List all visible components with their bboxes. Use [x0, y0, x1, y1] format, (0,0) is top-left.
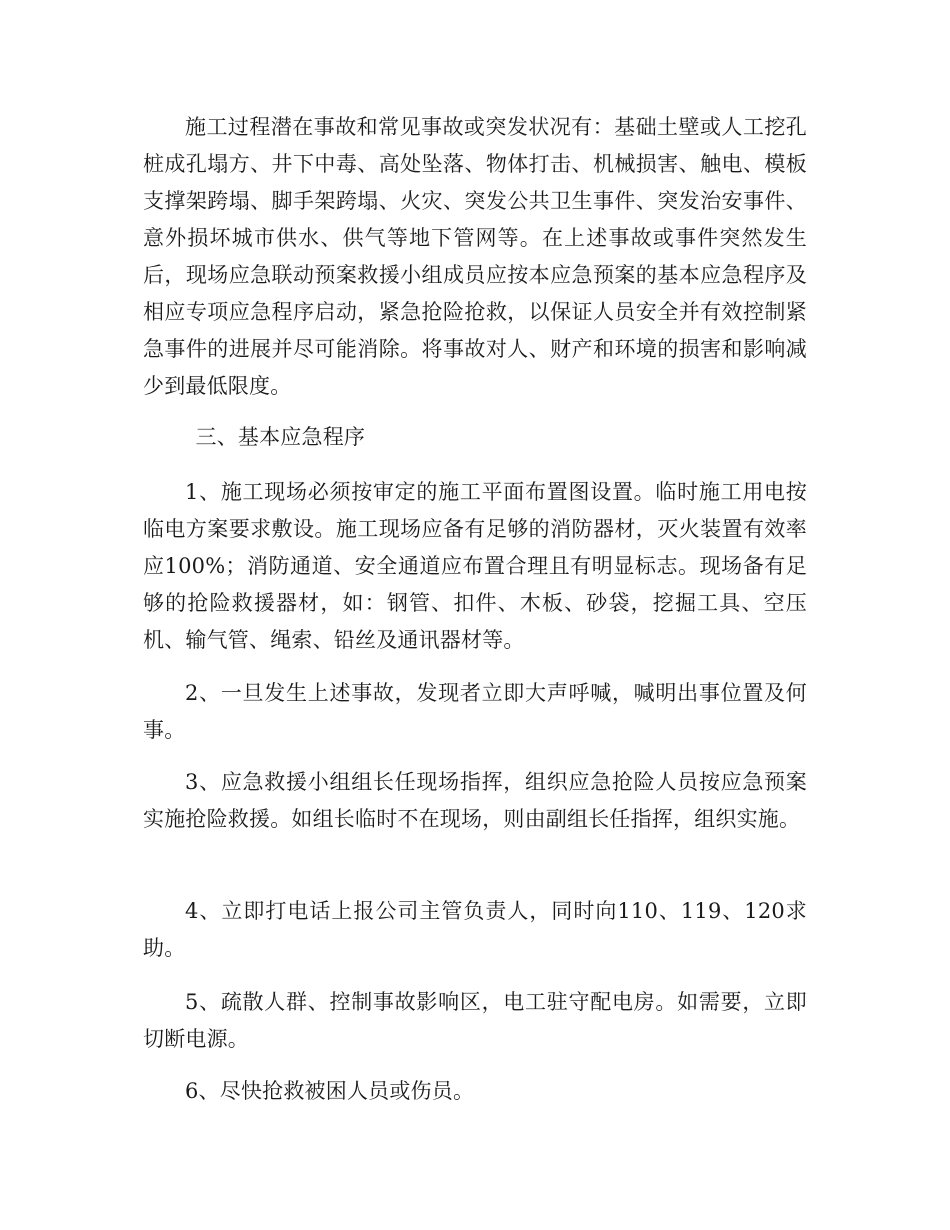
procedure-item-4: 4、立即打电话上报公司主管负责人，同时向110、119、120求助。 — [143, 899, 807, 960]
procedure-item-3: 3、应急救援小组组长任现场指挥，组织应急抢险人员按应急预案实施抢险救援。如组长临时不在现场，则由副组长任指挥，组织实施。 — [143, 770, 807, 831]
section-heading: 三、基本应急程序 — [195, 425, 366, 449]
procedure-item-6: 6、尽快抢救被困人员或伤员。 — [185, 1079, 475, 1103]
procedure-item-1: 1、施工现场必须按审定的施工平面布置图设置。临时施工用电按临电方案要求敷设。施工现场应备有足够的消防器材，灭火装置有效率应100%；消防通道、安全通道应布置合理且有明显标志。现场备有足够的抢险救援器材，如：钢管、扣件、木板、砂袋，挖掘工具、空压机、输气管、绳索、铅丝及通讯器材等。 — [143, 480, 807, 652]
procedure-item-2: 2、一旦发生上述事故，发现者立即大声呼喊，喊明出事位置及何事。 — [143, 681, 807, 742]
intro-paragraph: 施工过程潜在事故和常见事故或突发状况有：基础土壁或人工挖孔桩成孔塌方、井下中毒、高处坠落、物体打击、机械损害、触电、模板支撑架跨塌、脚手架跨塌、火灾、突发公共卫生事件、突发治安事件、意外损坏城市供水、供气等地下管网等。在上述事故或事件突然发生后，现场应急联动预案救援小组成员应按本应急预案的基本应急程序及相应专项应急程序启动，紧急抢险抢救，以保证人员安全并有效控制紧急事件的进展并尽可能消除。将事故对人、财产和环境的损害和影响减少到最低限度。 — [143, 115, 807, 398]
procedure-item-5: 5、疏散人群、控制事故影响区，电工驻守配电房。如需要，立即切断电源。 — [143, 990, 807, 1051]
